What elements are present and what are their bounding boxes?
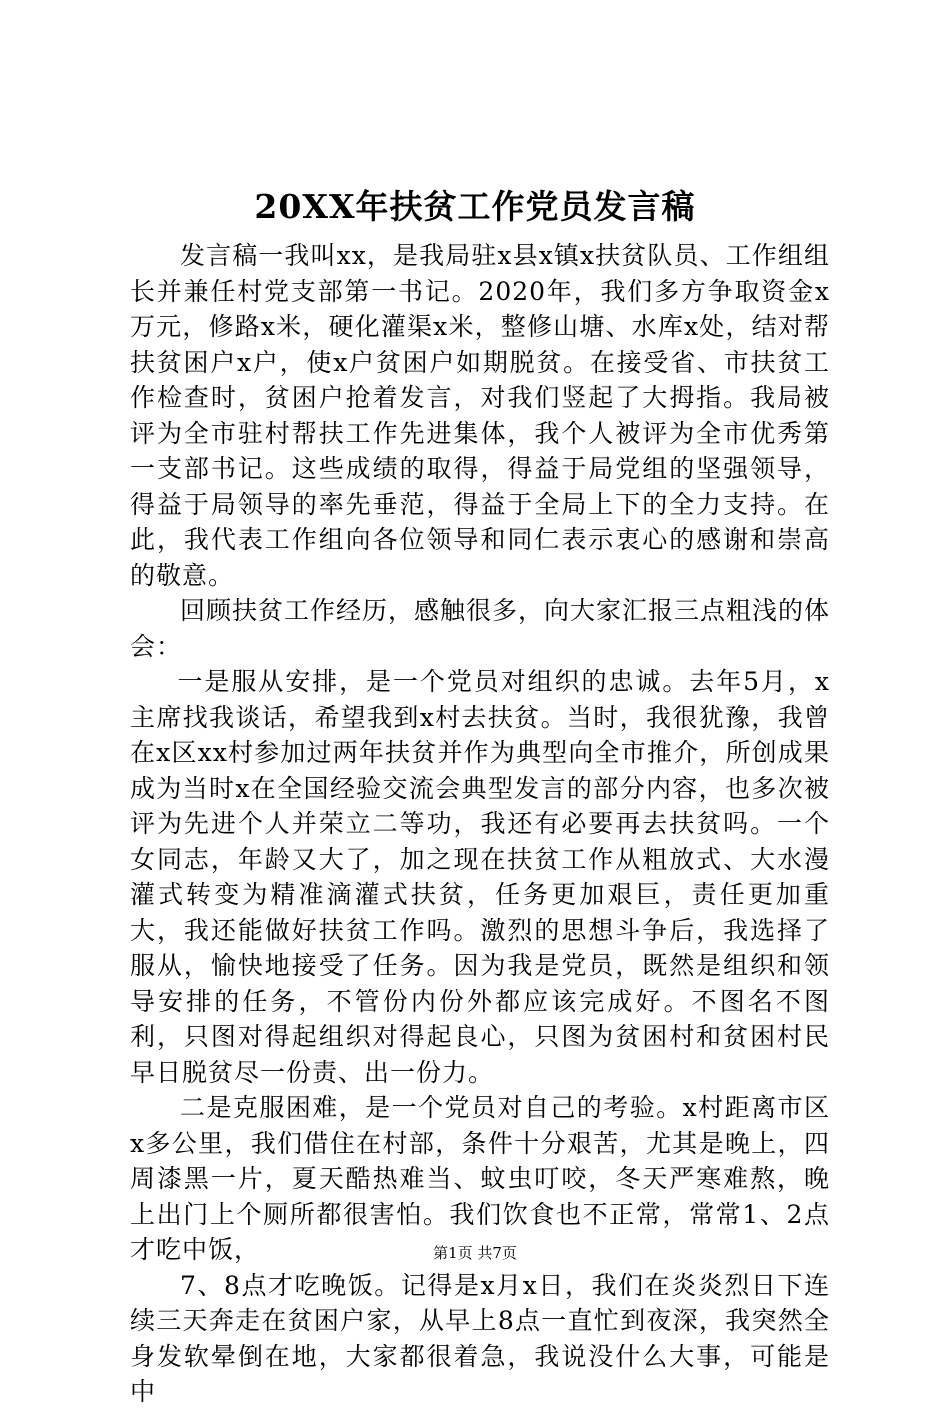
paragraph-point-two: 二是克服困难，是一个党员对自己的考验。x村距离市区x多公里，我们借住在村部，条件十分艰苦，尤其是晚上，四周漆黑一片，夏天酷热难当、蚊虫叮咬，冬天严寒难熬，晚上出门上个厕所都很害怕。我们饮食也不正常，常常1、2点才吃中饭， <box>130 1093 830 1264</box>
page-footer: 第1页 共7页 <box>433 1244 517 1262</box>
paragraph-continuation: 7、8点才吃晚饭。记得是x月x日，我们在炎炎烈日下连续三天奔走在贫困户家，从早上8点一直忙到夜深，我突然全身发软晕倒在地，大家都很着急，我说没什么大事，可能是中 <box>130 1270 830 1406</box>
paragraph-review: 回顾扶贫工作经历，感触很多，向大家汇报三点粗浅的体会： <box>130 596 831 661</box>
paragraph-intro: 发言稿一我叫xx，是我局驻x县x镇x扶贫队员、工作组组长并兼任村党支部第一书记。2020年，我们多方争取资金x万元，修路x米，硬化灌渠x米，整修山塘、水库x处，结对帮扶贫困户x户，使x户贫困户如期脱贫。在接受省、市扶贫工作检查时，贫困户抢着发言，对我们竖起了大拇指。我局被评为全市驻村帮扶工作先进集体，我个人被评为全市优秀第一支部书记。这些成绩的取得，得益于局党组的坚强领导，得益于局领导的率先垂范，得益于全局上下的全力支持。在此，我代表工作组向各位领导和同仁表示衷心的感谢和崇高的敬意。 <box>130 241 830 590</box>
document-title: 20XX年扶贫工作党员发言稿 <box>254 187 696 226</box>
paragraph-point-one: 一是服从安排，是一个党员对组织的忠诚。去年5月，x主席找我谈话，希望我到x村去扶贫。当时，我很犹豫，我曾在x区xx村参加过两年扶贫并作为典型向全市推介，所创成果成为当时x在全国经验交流会典型发言的部分内容，也多次被评为先进个人并荣立二等功，我还有必要再去扶贫吗。一个女同志，年龄又大了，加之现在扶贫工作从粗放式、大水漫灌式转变为精准滴灌式扶贫，任务更加艰巨，责任更加重大，我还能做好扶贫工作吗。激烈的思想斗争后，我选择了服从，愉快地接受了任务。因为我是党员，既然是组织和领导安排的任务，不管份内份外都应该完成好。不图名不图利，只图对得起组织对得起良心，只图为贫困村和贫困村民早日脱贫尽一份责、出一份力。 <box>130 667 830 1087</box>
document-body <box>130 238 830 1410</box>
